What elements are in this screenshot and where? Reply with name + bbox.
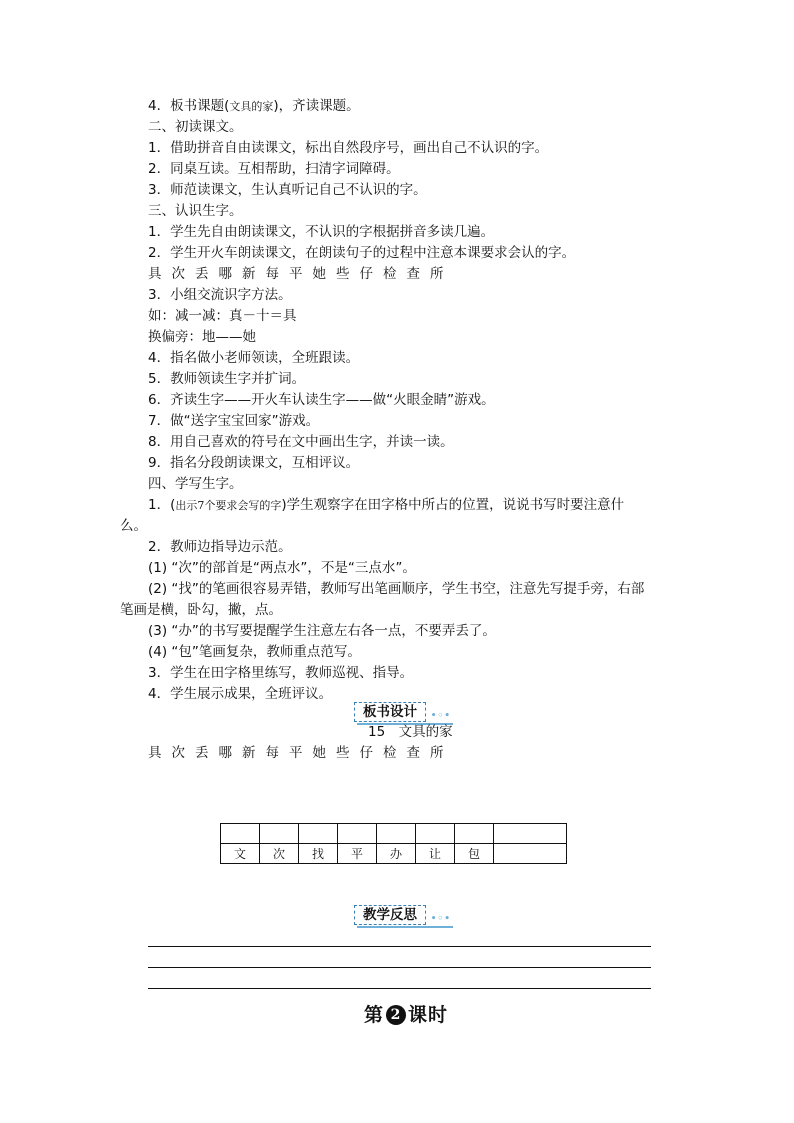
write-char: 让: [416, 844, 455, 864]
char: 每: [265, 266, 279, 282]
char: 新: [242, 745, 256, 761]
char: 具: [148, 745, 162, 761]
char: 检: [383, 266, 397, 282]
step-text: 4．指名做小老师领读，全班跟读。: [148, 350, 360, 366]
char: 每: [265, 745, 279, 761]
char: 查: [406, 266, 420, 282]
char: 些: [336, 745, 350, 761]
decoration-dots-icon: •◦•: [430, 914, 451, 924]
step-text: 2．教师边指导边示范。: [148, 539, 292, 555]
step-text: (4) “包”笔画复杂，教师重点范写。: [148, 644, 361, 660]
write-char: 办: [377, 844, 416, 864]
char: 所: [430, 745, 444, 761]
step-text: 换偏旁：地——她: [148, 329, 256, 345]
char: 她: [312, 266, 326, 282]
char: 平: [289, 745, 303, 761]
char: 查: [406, 745, 420, 761]
step-text-wrap: 笔画是横，卧勾，撇，点。: [120, 602, 282, 618]
step-text: 1．学生先自由朗读课文，不认识的字根据拼音多读几遍。: [148, 224, 495, 240]
step-text: 如：减一减：真－十＝具: [148, 308, 297, 324]
step-4-title: 4．板书课题(文具的家)，齐读课题。: [148, 98, 360, 114]
char: 次: [171, 266, 185, 282]
step-text: 2．学生开火车朗读课文，在朗读句子的过程中注意本课要求会认的字。: [148, 245, 576, 261]
writing-line: [148, 946, 651, 947]
step-text: 6．齐读生字——开火车认读生字——做“火眼金睛”游戏。: [148, 392, 495, 408]
char: 哪: [218, 745, 232, 761]
char: 仔: [359, 266, 373, 282]
decoration-dots-icon: •◦•: [430, 711, 451, 721]
writing-line: [148, 967, 651, 968]
section-4-heading: 四、学写生字。: [148, 476, 243, 492]
char: 新: [242, 266, 256, 282]
char: 具: [148, 266, 162, 282]
char: 次: [171, 745, 185, 761]
step-text: 7．做“送字宝宝回家”游戏。: [148, 413, 320, 429]
char: 平: [289, 266, 303, 282]
char: 丢: [195, 266, 209, 282]
step-text: 1．(出示7个要求会写的字)学生观察字在田字格中所占的位置，说说书写时要注意什: [148, 497, 625, 513]
step-text: (3) “办”的书写要提醒学生注意左右各一点，不要弄丢了。: [148, 623, 496, 639]
section-3-heading: 三、认识生字。: [148, 203, 243, 219]
step-text-wrap: 么。: [120, 518, 147, 534]
writing-line: [148, 988, 651, 989]
table-row: [221, 824, 567, 844]
write-char: 文: [221, 844, 260, 864]
char: 丢: [195, 745, 209, 761]
step-text: 5．教师领读生字并扩词。: [148, 371, 306, 387]
step-text: 3．学生在田字格里练写，教师巡视、指导。: [148, 665, 414, 681]
char: 些: [336, 266, 350, 282]
step-text: 9．指名分段朗读课文，互相评议。: [148, 455, 360, 471]
write-char: 平: [338, 844, 377, 864]
board-chars-row: [148, 743, 454, 763]
char: 检: [383, 745, 397, 761]
lesson-number-badge: 2: [386, 1005, 406, 1025]
write-char: 次: [260, 844, 299, 864]
write-char: 找: [299, 844, 338, 864]
writing-chars-table: [220, 823, 567, 864]
char: 仔: [359, 745, 373, 761]
char: 所: [430, 266, 444, 282]
recognize-chars-row: [148, 264, 454, 284]
lesson-heading: 第 2 课时: [364, 1004, 449, 1026]
board-title: 15 文具的家: [368, 724, 453, 740]
step-text: (2) “找”的笔画很容易弄错，教师写出笔画顺序，学生书空，注意先写提手旁，右部: [148, 581, 645, 597]
char: 哪: [218, 266, 232, 282]
char: 她: [312, 745, 326, 761]
step-text: 3．小组交流识字方法。: [148, 287, 292, 303]
step-text: 3．师范读课文，生认真听记自己不认识的字。: [148, 182, 427, 198]
step-text: 2．同桌互读。互相帮助，扫清字词障碍。: [148, 161, 400, 177]
write-char: 包: [455, 844, 494, 864]
board-design-tag: 板书设计 •◦•: [354, 702, 426, 722]
step-text: (1) “次”的部首是“两点水”，不是“三点水”。: [148, 560, 416, 576]
teaching-reflection-tag: 教学反思 •◦•: [354, 905, 426, 925]
table-row: [221, 844, 567, 864]
step-text: 1．借助拼音自由读课文，标出自然段序号，画出自己不认识的字。: [148, 140, 549, 156]
step-text: 4．学生展示成果，全班评议。: [148, 686, 333, 702]
section-2-heading: 二、初读课文。: [148, 119, 243, 135]
step-text: 8．用自己喜欢的符号在文中画出生字，并读一读。: [148, 434, 454, 450]
